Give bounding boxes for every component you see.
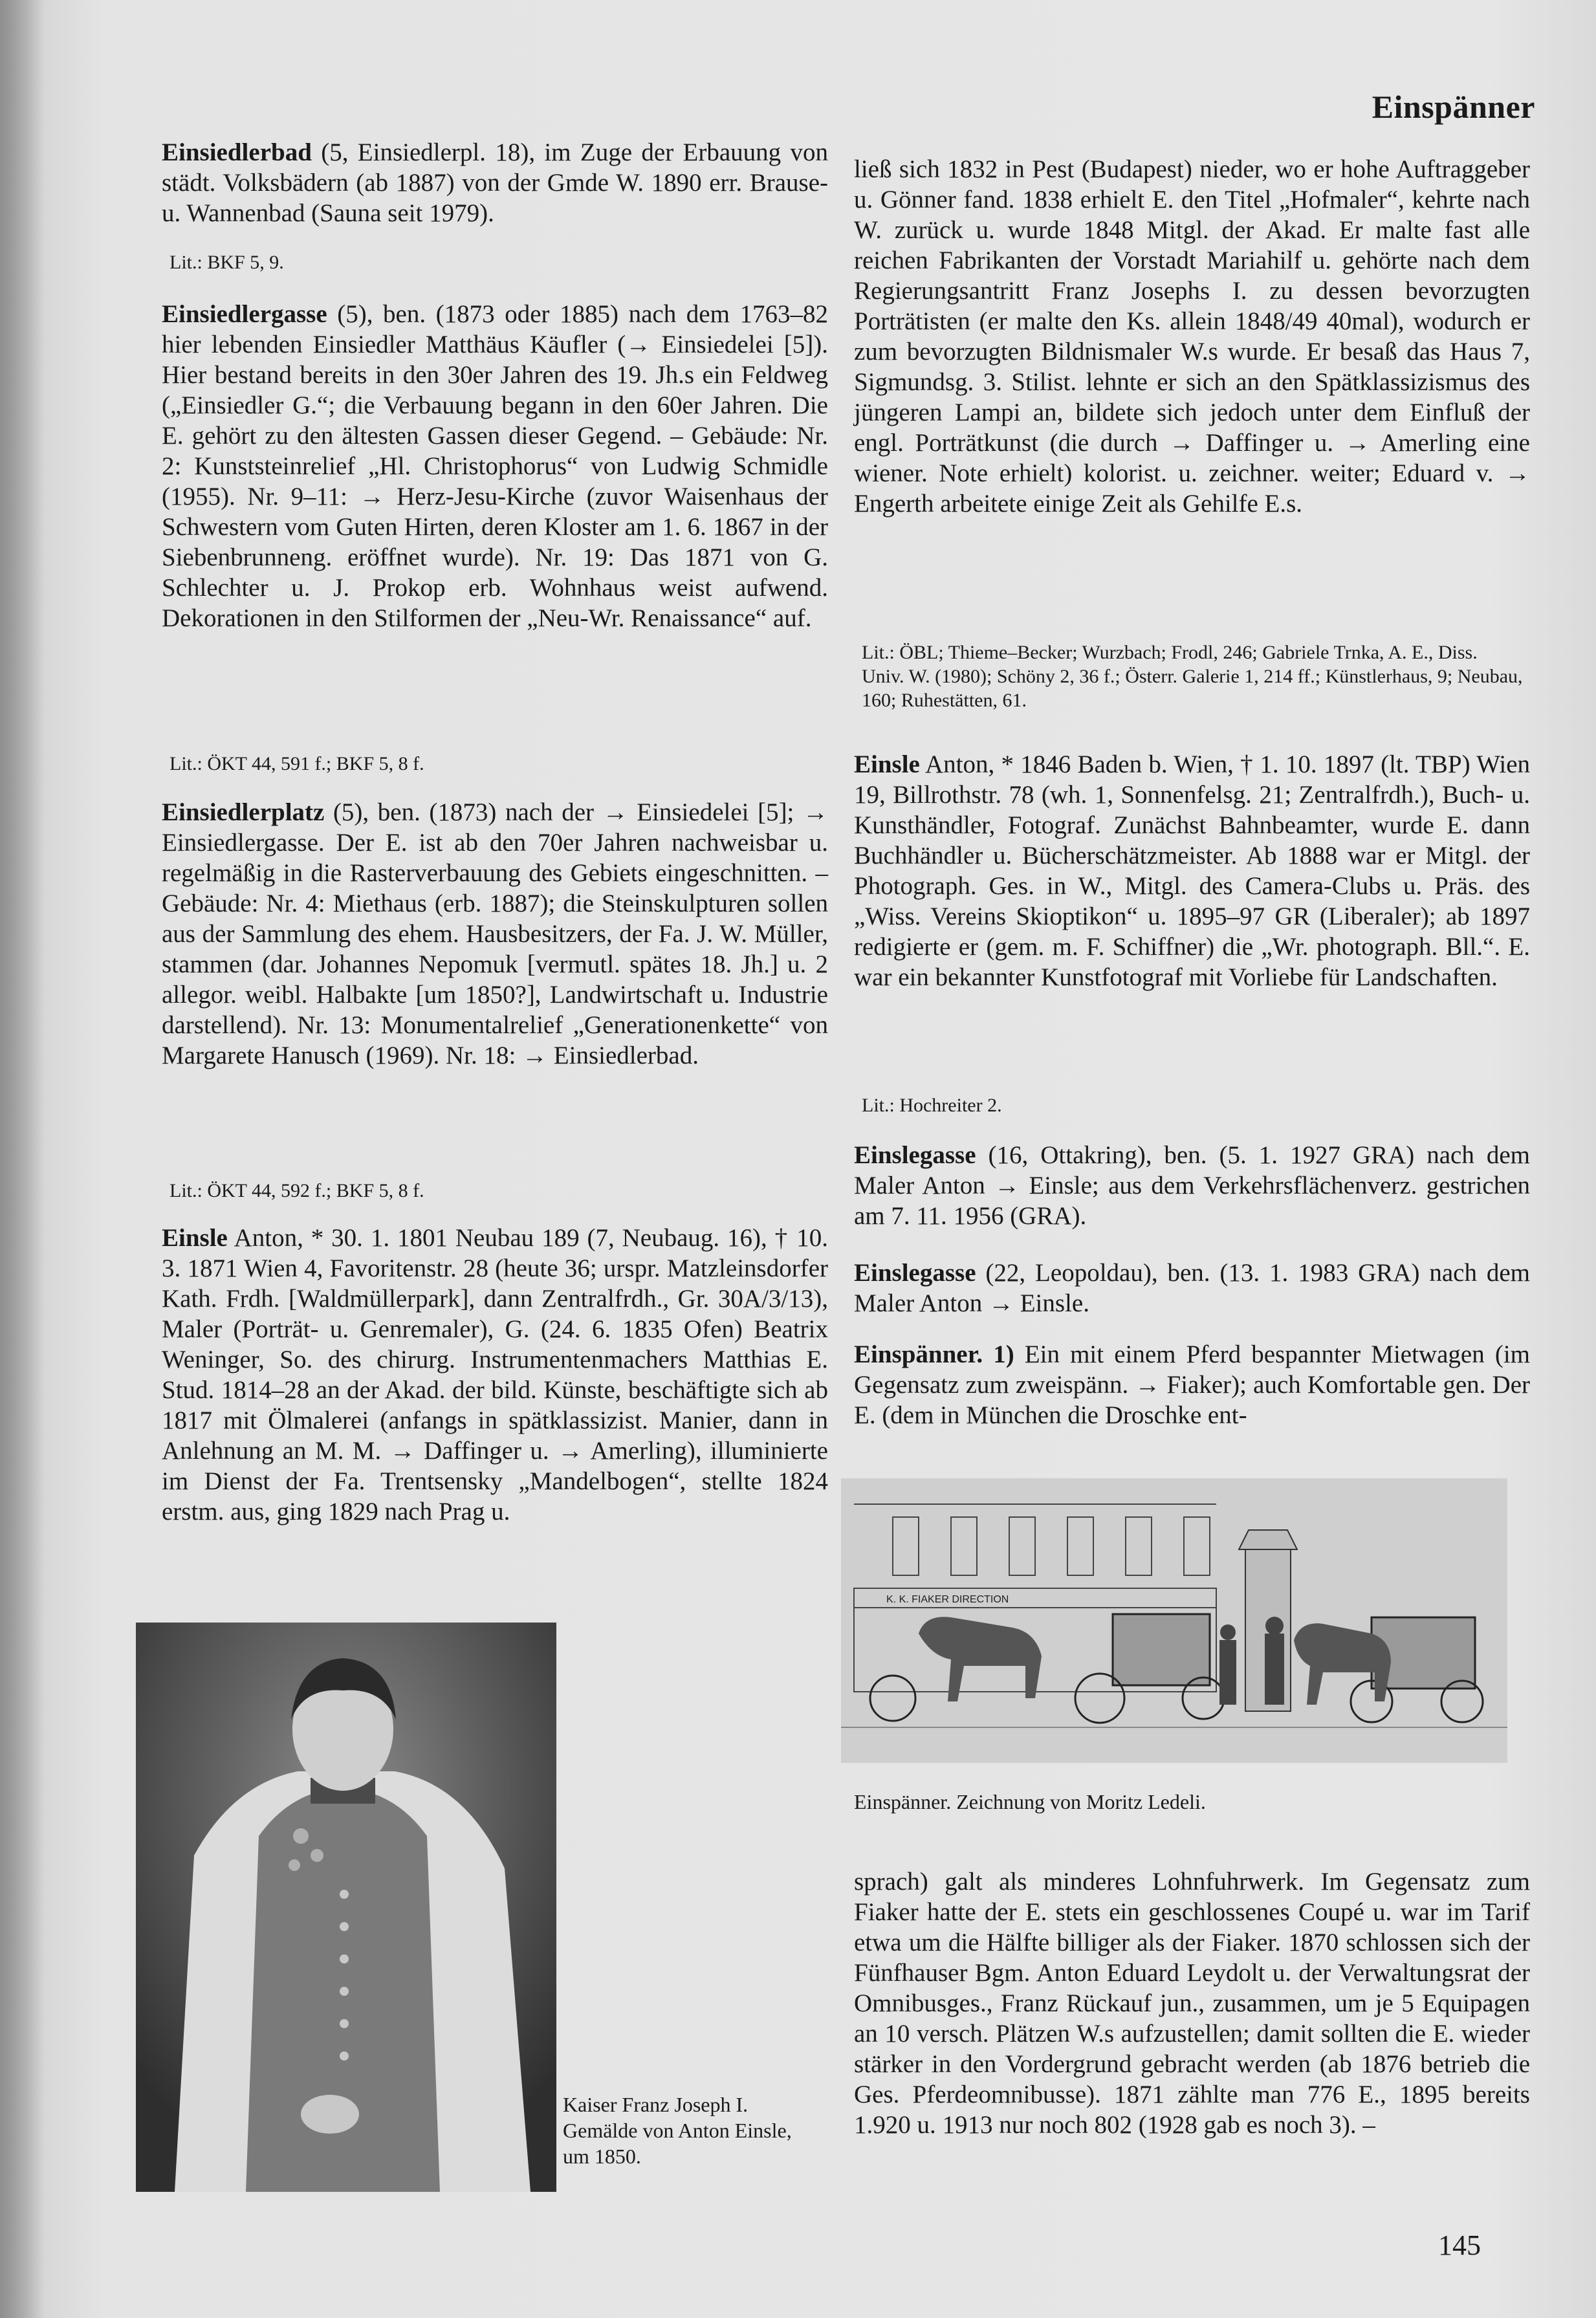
running-header: Einspänner xyxy=(1372,89,1535,125)
entry-term: Einspänner. 1) xyxy=(854,1340,1014,1368)
entry-text: Ein mit einem Pferd bespannter Mietwagen (im Gegensatz zum zweispänn. → Fiaker); auch Komfortable gen. Der E. (dem in München die Droschke ent- xyxy=(854,1340,1530,1429)
entry-lit: Lit.: BKF 5, 9. xyxy=(169,252,284,273)
entry-einsle-1801-continued xyxy=(854,154,1530,519)
entry-einslegasse-16 xyxy=(854,1140,1530,1231)
entry-term: Einsiedlerplatz xyxy=(162,798,325,826)
page-number: 145 xyxy=(1438,2229,1481,2261)
entry-text: sprach) galt als minderes Lohnfuhrwerk. Im Gegensatz zum Fiaker hatte der E. stets ein geschlossenes Coupé u. war im Tarif etwa um die Hälfte billiger als der Fiaker. 1870 schlossen sich der Fünfhauser Bgm. Anton Eduard Leydolt u. der Verwaltungsrat der Omnibusges., Franz Rückauf jun., zusammen, um je 5 Equipagen an 10 versch. Plätzen W.s aufzustellen; damit sollten die E. wieder stärker in den Vordergrund gebracht werden (ab 1876 betrieb die Ges. Pferdeomnibusse). 1871 zählte man 776 E., 1895 bereits 1.920 u. 1913 nur noch 802 (1928 gab es noch 3). – xyxy=(854,1868,1530,2139)
entry-term: Einslegasse xyxy=(854,1259,976,1287)
illustration-sign: K. K. FIAKER DIRECTION xyxy=(886,1594,1009,1605)
entry-einsle-1801 xyxy=(162,1223,828,1527)
entry-einspaenner xyxy=(854,1339,1530,1430)
entry-einsle-1846 xyxy=(854,749,1530,992)
entry-einsiedlergasse xyxy=(162,299,828,633)
entry-term: Einsle xyxy=(854,750,920,778)
illustration-figure xyxy=(841,1478,1507,1841)
entry-einspaenner-continued xyxy=(854,1866,1530,2140)
entry-term: Einsiedlergasse xyxy=(162,300,327,328)
portrait-image xyxy=(136,1623,556,2192)
entry-einsiedlerbad xyxy=(162,137,828,228)
entry-text: Anton, * 30. 1. 1801 Neubau 189 (7, Neubaug. 16), † 10. 3. 1871 Wien 4, Favoritenstr. 28 (heute 36; urspr. Matzleinsdorfer Kath. Frdh. [Waldmüllerpark], dann Zentralfrdh., Gr. 30A/3/13), Maler (Porträt- u. Genremaler), G. (24. 6. 1835 Ofen) Beatrix Weninger, So. des chirurg. Instrumentenmachers Matthias E. Stud. 1814–28 an der Akad. der bild. Künste, beschäftigte sich ab 1817 mit Ölmalerei (anfangs in spätklassizist. Manier, dann in Anlehnung an M. M. → Daffinger u. → Amerling), illuminierte im Dienst der Fa. Trentsensky „Mandelbogen“, stellte 1824 erstm. aus, ging 1829 nach Prag u. xyxy=(162,1224,828,1525)
portrait-caption: Kaiser Franz Joseph I. Gemälde von Anton Einsle, um 1850. xyxy=(563,2093,792,2168)
illustration-caption: Einspänner. Zeichnung von Moritz Ledeli. xyxy=(854,1790,1206,1813)
entry-text: (5, Einsiedlerpl. 18), im Zuge der Erbauung von städt. Volksbädern (ab 1887) von der Gmde W. 1890 err. Brause- u. Wannenbad (Sauna seit 1979). xyxy=(162,138,828,227)
entry-text: (22, Leopoldau), ben. (13. 1. 1983 GRA) nach dem Maler Anton → Einsle. xyxy=(854,1259,1530,1317)
entry-text: (16, Ottakring), ben. (5. 1. 1927 GRA) nach dem Maler Anton → Einsle; aus dem Verkehrsflächenverz. gestrichen am 7. 11. 1956 (GRA). xyxy=(854,1141,1530,1230)
carriage-illustration xyxy=(841,1478,1507,1763)
entry-lit: Lit.: ÖKT 44, 592 f.; BKF 5, 8 f. xyxy=(169,1180,424,1201)
entry-text: ließ sich 1832 in Pest (Budapest) nieder, wo er hohe Auftraggeber u. Gönner fand. 1838 erhielt E. den Titel „Hofmaler“, kehrte nach W. zurück u. wurde 1848 Mitgl. der Akad. Er malte fast alle reichen Fabrikanten der Vorstadt Mariahilf u. gehörte nach dem Regierungsantritt Franz Josephs I. zu dessen bevorzugten Porträtisten (er malte den Ks. allein 1848/49 40mal), wodurch er zum bevorzugten Bildnismaler W.s wurde. Er besaß das Haus 7, Sigmundsg. 3. Stilist. lehnte er sich an den Spätklassizismus des jüngeren Lampi an, bildete sich jedoch unter dem Einfluß der engl. Porträtkunst (die durch → Daffinger u. → Amerling eine wiener. Note erhielt) kolorist. u. zeichner. weiter; Eduard v. → Engerth arbeitete einige Zeit als Gehilfe E.s. xyxy=(854,155,1530,518)
entry-einslegasse-22 xyxy=(854,1258,1530,1318)
entry-lit: Lit.: ÖKT 44, 591 f.; BKF 5, 8 f. xyxy=(169,753,424,774)
entry-term: Einsle xyxy=(162,1224,228,1252)
gutter-shadow xyxy=(0,0,45,2318)
entry-einsiedlerplatz xyxy=(162,797,828,1071)
entry-term: Einslegasse xyxy=(854,1141,976,1169)
entry-text: (5), ben. (1873) nach der → Einsiedelei [5]; → Einsiedlergasse. Der E. ist ab den 70er Jahren nachweisbar u. regelmäßig in die Rasterverbauung des Gebiets eingeschnitten. – Gebäude: Nr. 4: Miethaus (erb. 1887); die Steinskulpturen sollen aus der Sammlung des ehem. Hausbesitzers, der Fa. J. W. Müller, stammen (dar. Johannes Nepomuk [vermutl. spätes 18. Jh.] u. 2 allegor. weibl. Halbakte [um 1850?], Landwirtschaft u. Industrie darstellend). Nr. 13: Monumentalrelief „Generationenkette“ von Margarete Hanusch (1969). Nr. 18: → Einsiedlerbad. xyxy=(162,798,828,1069)
entry-term: Einsiedlerbad xyxy=(162,138,312,166)
entry-lit: Lit.: ÖBL; Thieme–Becker; Wurzbach; Frodl, 246; Gabriele Trnka, A. E., Diss. Univ. W. (1980); Schöny 2, 36 f.; Österr. Galerie 1, 214 ff.; Künstlerhaus, 9; Neubau, 160; Ruhestätten, 61. xyxy=(862,642,1523,711)
entry-lit: Lit.: Hochreiter 2. xyxy=(862,1095,1002,1116)
portrait-figure xyxy=(136,1623,828,2192)
entry-text: (5), ben. (1873 oder 1885) nach dem 1763–82 hier lebenden Einsiedler Matthäus Käufler (→ Einsiedelei [5]). Hier bestand bereits in den 30er Jahren des 19. Jh.s ein Feldweg („Einsiedler G.“; die Verbauung begann in den 60er Jahren. Die E. gehört zu den ältesten Gassen dieser Gegend. – Gebäude: Nr. 2: Kunststeinrelief „Hl. Christophorus“ von Ludwig Schmidle (1955). Nr. 9–11: → Herz-Jesu-Kirche (zuvor Waisenhaus der Schwestern vom Guten Hirten, deren Kloster am 1. 6. 1867 in der Siebenbrunneng. eröffnet wurde). Nr. 19: Das 1871 von G. Schlechter u. J. Prokop erb. Wohnhaus weist aufwend. Dekorationen in den Stilformen der „Neu-Wr. Renaissance“ auf. xyxy=(162,300,828,632)
entry-text: Anton, * 1846 Baden b. Wien, † 1. 10. 1897 (lt. TBP) Wien 19, Billrothstr. 78 (wh. 1, Sonnenfelsg. 21; Zentralfrdh.), Buch- u. Kunsthändler, Fotograf. Zunächst Bahnbeamter, wurde E. dann Buchhändler u. Bücherschätzmeister. Ab 1888 war er Mitgl. der Photograph. Ges. in W., Mitgl. des Camera-Clubs u. Präs. des „Wiss. Vereins Skioptikon“ u. 1895–97 GR (Liberaler); ab 1897 redigierte er (gem. m. F. Schiffner) die „Wr. photograph. Bll.“. E. war ein bekannter Kunstfotograf mit Vorliebe für Landschaften. xyxy=(854,750,1530,991)
